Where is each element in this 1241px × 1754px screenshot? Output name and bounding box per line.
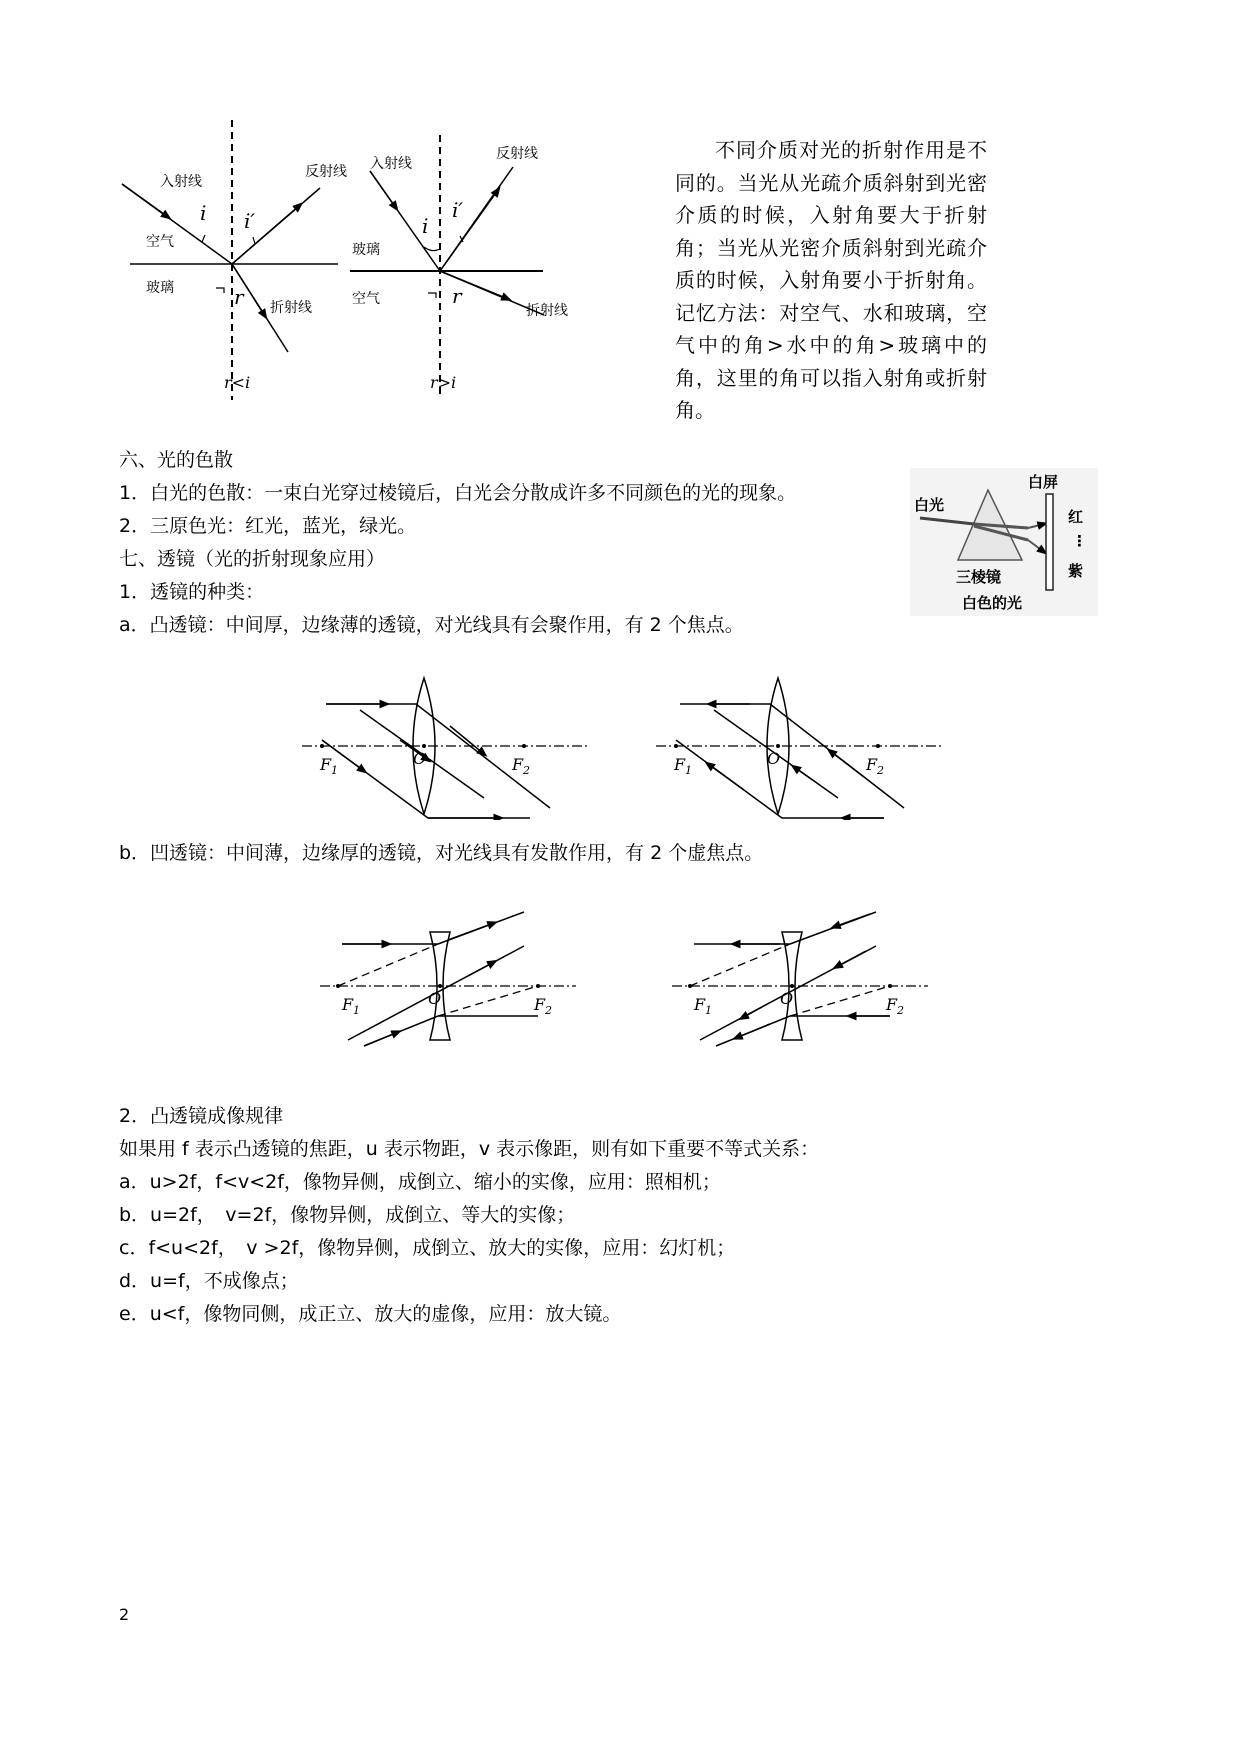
incident-label: 入射线 [370, 156, 412, 172]
section-6-heading: 六、光的色散 [119, 449, 234, 471]
imaging-rule-d: d．u=f，不成像点； [119, 1270, 299, 1292]
focus-2-label: F [512, 755, 524, 774]
caption-r-less-i: r<i [224, 373, 251, 392]
imaging-rule-e: e．u<f，像物同侧，成正立、放大的虚像，应用：放大镜。 [119, 1303, 622, 1325]
prism-caption: 白色的光 [962, 594, 1023, 612]
focus-2-label: F [534, 995, 546, 1014]
violet-label: 紫 [1068, 562, 1084, 580]
refraction-paragraph: 不同介质对光的折射作用是不同的。当光从光疏介质斜射到光密介质的时候，入射角要大于折射角；当光从光密介质斜射到光疏介质的时候，入射角要小于折射角。记忆方法：对空气、水和玻璃，空气中的角>水中的角>玻璃中的角，这里的角可以指入射角或折射角。 [675, 138, 987, 422]
white-light-label: 白光 [914, 496, 945, 514]
concave-lens-description: b．凹透镜：中间薄，边缘厚的透镜，对光线具有发散作用，有 2 个虚焦点。 [119, 842, 764, 864]
angle-r-label: r [234, 285, 244, 309]
bottom-medium-label: 空气 [352, 291, 380, 307]
optical-center-label: O [767, 749, 781, 768]
concave-lens-diagram-1 [318, 906, 578, 1056]
optical-center-label: O [428, 989, 442, 1008]
focus-1-sub: 1 [331, 764, 338, 777]
focus-1-label: F [694, 995, 706, 1014]
refracted-label: 折射线 [270, 300, 312, 316]
refracted-label: 折射线 [526, 303, 568, 319]
imaging-rule-c: c．f<u<2f， v >2f，像物异侧，成倒立、放大的实像，应用：幻灯机； [119, 1237, 736, 1259]
focus-1-sub: 1 [685, 764, 692, 777]
incident-label: 入射线 [160, 174, 202, 190]
imaging-rule-b: b．u=2f， v=2f，像物异侧，成倒立、等大的实像； [119, 1204, 576, 1226]
angle-i-prime-label: i′ [452, 198, 463, 222]
focus-2-label: F [866, 755, 878, 774]
screen-label: 白屏 [1028, 473, 1059, 491]
angle-i-label: i [422, 214, 429, 238]
angle-i-prime-label: i′ [244, 209, 255, 233]
dots-label: ⋮ [1072, 532, 1087, 550]
focus-1-label: F [342, 995, 354, 1014]
bottom-medium-label: 玻璃 [146, 280, 174, 296]
angle-r-label: r [452, 284, 462, 308]
focus-1-label: F [320, 755, 332, 774]
white-screen [1046, 494, 1053, 590]
section-6-item-1: 1．白光的色散：一束白光穿过棱镜后，白光会分散成许多不同颜色的光的现象。 [119, 482, 797, 504]
focus-2-label: F [886, 995, 898, 1014]
focus-1-sub: 1 [705, 1004, 712, 1017]
optical-center-label: O [780, 989, 794, 1008]
reflected-label: 反射线 [496, 146, 538, 162]
imaging-intro: 如果用 f 表示凸透镜的焦距，u 表示物距，v 表示像距，则有如下重要不等式关系： [119, 1138, 820, 1160]
red-label: 红 [1068, 508, 1084, 526]
focus-2-sub: 2 [877, 764, 884, 777]
convex-lens-description: a．凸透镜：中间厚，边缘薄的透镜，对光线具有会聚作用，有 2 个焦点。 [119, 614, 744, 636]
section-7-item-1: 1．透镜的种类： [119, 581, 265, 603]
caption-r-greater-i: r>i [430, 373, 457, 392]
imaging-heading: 2．凸透镜成像规律 [119, 1105, 284, 1127]
concave-lens-diagram-2 [670, 906, 930, 1056]
top-medium-label: 空气 [146, 234, 174, 250]
prism-dispersion-figure [910, 468, 1098, 616]
focus-1-sub: 1 [353, 1004, 360, 1017]
refraction-diagram-glass-to-air [348, 135, 568, 395]
page-number: 2 [119, 1605, 130, 1624]
convex-lens-diagram-1 [300, 670, 590, 820]
optical-center-label: O [413, 749, 427, 768]
angle-i-label: i [200, 201, 207, 225]
section-6-item-2: 2．三原色光：红光，蓝光，绿光。 [119, 515, 417, 537]
focus-2-sub: 2 [897, 1004, 904, 1017]
focus-1-label: F [674, 755, 686, 774]
reflected-label: 反射线 [305, 164, 347, 180]
section-7-heading: 七、透镜（光的折射现象应用） [119, 548, 386, 570]
convex-lens-diagram-2 [654, 670, 944, 820]
imaging-rule-a: a．u>2f，f<v<2f，像物异侧，成倒立、缩小的实像，应用：照相机； [119, 1171, 721, 1193]
focus-2-sub: 2 [545, 1004, 552, 1017]
refraction-diagram-air-to-glass [120, 120, 360, 400]
focus-2-sub: 2 [523, 764, 530, 777]
prism-label: 三棱镜 [956, 568, 1002, 586]
top-medium-label: 玻璃 [352, 242, 380, 258]
